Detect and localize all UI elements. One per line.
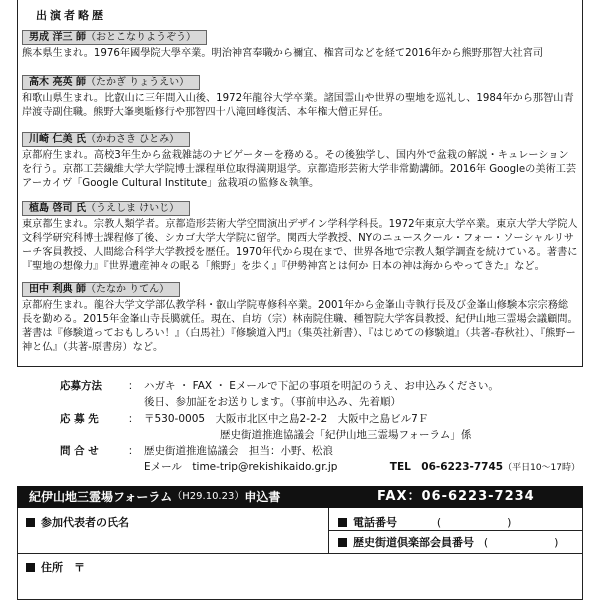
section-title: 出演者略歴: [36, 9, 106, 22]
person-kana: （たかぎ りょうえい）: [85, 77, 190, 88]
person-name: 男成 洋三 師: [29, 32, 86, 43]
square-bullet-icon: [26, 563, 35, 572]
phone-field[interactable]: [338, 515, 511, 530]
application-form: [17, 508, 583, 600]
person-kana: （おとこなりようぞう）: [85, 32, 196, 43]
person-bio: 東京都生まれ。宗教人類学者。京都造形芸術大学空間演出デザイン学科学科長。1972年東京大学卒業。東京大学大学院人文科学研究科博士課程修了後、シカゴ大学大学院に留学。関西大学教授、NYのニュースクール・フォー・ソーシャルリサーチ客員教授、人間総合科学大学教授を歴任。1970年代から現在まで、世界各地で宗教人類学調査を続けている。著書に『聖地の想像力』『世界遺産神々の眠る「熊野」を歩く』『伊勢神宮とは何か 日本の神は海からやってきた』など。: [22, 219, 578, 273]
application-info: [60, 378, 580, 476]
member-parens: ( ): [483, 536, 559, 549]
person-kana: （たなか りてん）: [85, 284, 170, 295]
person-1: [22, 30, 578, 61]
form-title: 紀伊山地三霊場フォーラム: [29, 489, 173, 504]
person-2: [22, 75, 578, 120]
person-5: [22, 282, 578, 355]
method-text: ハガキ ・ FAX ・ Eメールで下記の事項を明記のうえ、お申込みください。: [144, 380, 499, 392]
address-label: 応 募 先: [60, 412, 99, 425]
person-name: 川崎 仁美 氏: [29, 134, 86, 145]
form-date: （H29.10.23）: [172, 491, 245, 503]
name-bar: [22, 282, 180, 297]
person-name: 高木 亮英 師: [29, 77, 86, 88]
square-bullet-icon: [26, 518, 35, 527]
email-text[interactable]: Eメール time-trip@rekishikaido.gr.jp: [144, 461, 338, 474]
representative-field[interactable]: [26, 515, 129, 530]
person-kana: （かわさき ひとみ）: [85, 134, 180, 145]
name-bar: [22, 30, 207, 45]
contact-text: 歴史街道推進協議会 担当：小野、松浪: [144, 445, 333, 458]
name-bar: [22, 132, 190, 147]
person-bio: 京都府生まれ。龍谷大学文学部仏教学科・叡山学院専修科卒業。2001年から金峯山寺執行長及び金峯山修験本宗宗務総長を勤める。2015年金峯山寺長臈就任。現在、自坊（宗）林南院住職、種智院大学客員教授、紀伊山地三霊場会議顧問。著書は『修験道っておもしろい！』（白馬社）『修験道入門』（集英社新書）、『はじめての修験道』（共著-春秋社）、『熊野ー神と仏』（共著-原書房）など。: [22, 300, 578, 354]
speaker-profiles-panel: [17, 0, 583, 367]
person-3: [22, 132, 578, 191]
method-text-2: 後日、参加証をお送りします。（事前申込み、先着順）: [144, 396, 402, 409]
method-label: 応募方法: [60, 380, 102, 392]
tel-text: TEL 06-6223-7745: [389, 461, 504, 474]
person-bio: 熊本県生まれ。1976年國學院大學卒業。明治神宮奉職から禰宜、権宮司などを経て2016年から熊野那智大社宮司: [22, 48, 544, 60]
address-text-2: 歴史街道推進協議会「紀伊山地三霊場フォーラム」係: [220, 428, 472, 441]
name-bar: [22, 75, 200, 90]
person-name: 植島 啓司 氏: [29, 203, 86, 214]
member-field[interactable]: [338, 535, 558, 550]
address-text: 〒530-0005 大阪市北区中之島2-2-2 大阪中之島ビル7Ｆ: [144, 412, 429, 425]
person-bio: 京都府生まれ。高校3年生から盆栽雑誌のナビゲーターを務める。その後独学し、国内外で盆栽の解説・キュレーションを行う。京都工芸繊維大学大学院博士課程単位取得満期退学。京都造形芸術大学非常勤講師。2016年 Googleの美術工芸アーカイヴ「Google Cultural Institute」盆栽項の監修＆執筆。: [22, 150, 577, 190]
form-header: [17, 486, 583, 508]
contact-label: 問 合 せ: [60, 445, 99, 458]
method-row: 応募方法 ： ハガキ ・ FAX ・ Eメールで下記の事項を明記のうえ、お申込みください。: [60, 378, 580, 394]
phone-label: 電話番号: [353, 516, 397, 529]
tel-wrap: [390, 459, 580, 476]
representative-label: 参加代表者の氏名: [41, 516, 129, 529]
tel-hours: （平日10〜17時）: [503, 463, 580, 474]
square-bullet-icon: [338, 518, 347, 527]
person-4: [22, 201, 578, 274]
square-bullet-icon: [338, 538, 347, 547]
person-bio: 和歌山県生まれ。比叡山に三年間入山後、1972年龍谷大学卒業。諸国霊山や世界の聖地を巡礼し、1984年から那智山青岸渡寺副住職。熊野大峯奥駈修行や那智四十八滝回峰復活、本年権大僧正昇任。: [22, 93, 574, 119]
person-name: 田中 利典 師: [29, 284, 86, 295]
member-label: 歴史街道倶楽部会員番号: [353, 536, 474, 549]
name-bar: [22, 201, 190, 216]
contact-row: 問 合 せ ： 歴史街道推進協議会 担当：小野、松浪: [60, 443, 580, 459]
address-field[interactable]: [26, 560, 85, 575]
form-fax: FAX：06-6223-7234: [377, 489, 535, 505]
phone-parens: ( ): [436, 516, 512, 529]
form-title-suffix: 申込書: [244, 489, 281, 504]
contact-line-2: [60, 459, 580, 476]
address-field-label: 住所 〒: [41, 561, 85, 574]
form-divider: [328, 530, 582, 531]
address-row: 応 募 先 ： 〒530-0005 大阪市北区中之島2-2-2 大阪中之島ビル7Ｆ: [60, 411, 580, 427]
form-divider: [18, 553, 582, 554]
person-kana: （うえしま けいじ）: [85, 203, 180, 214]
